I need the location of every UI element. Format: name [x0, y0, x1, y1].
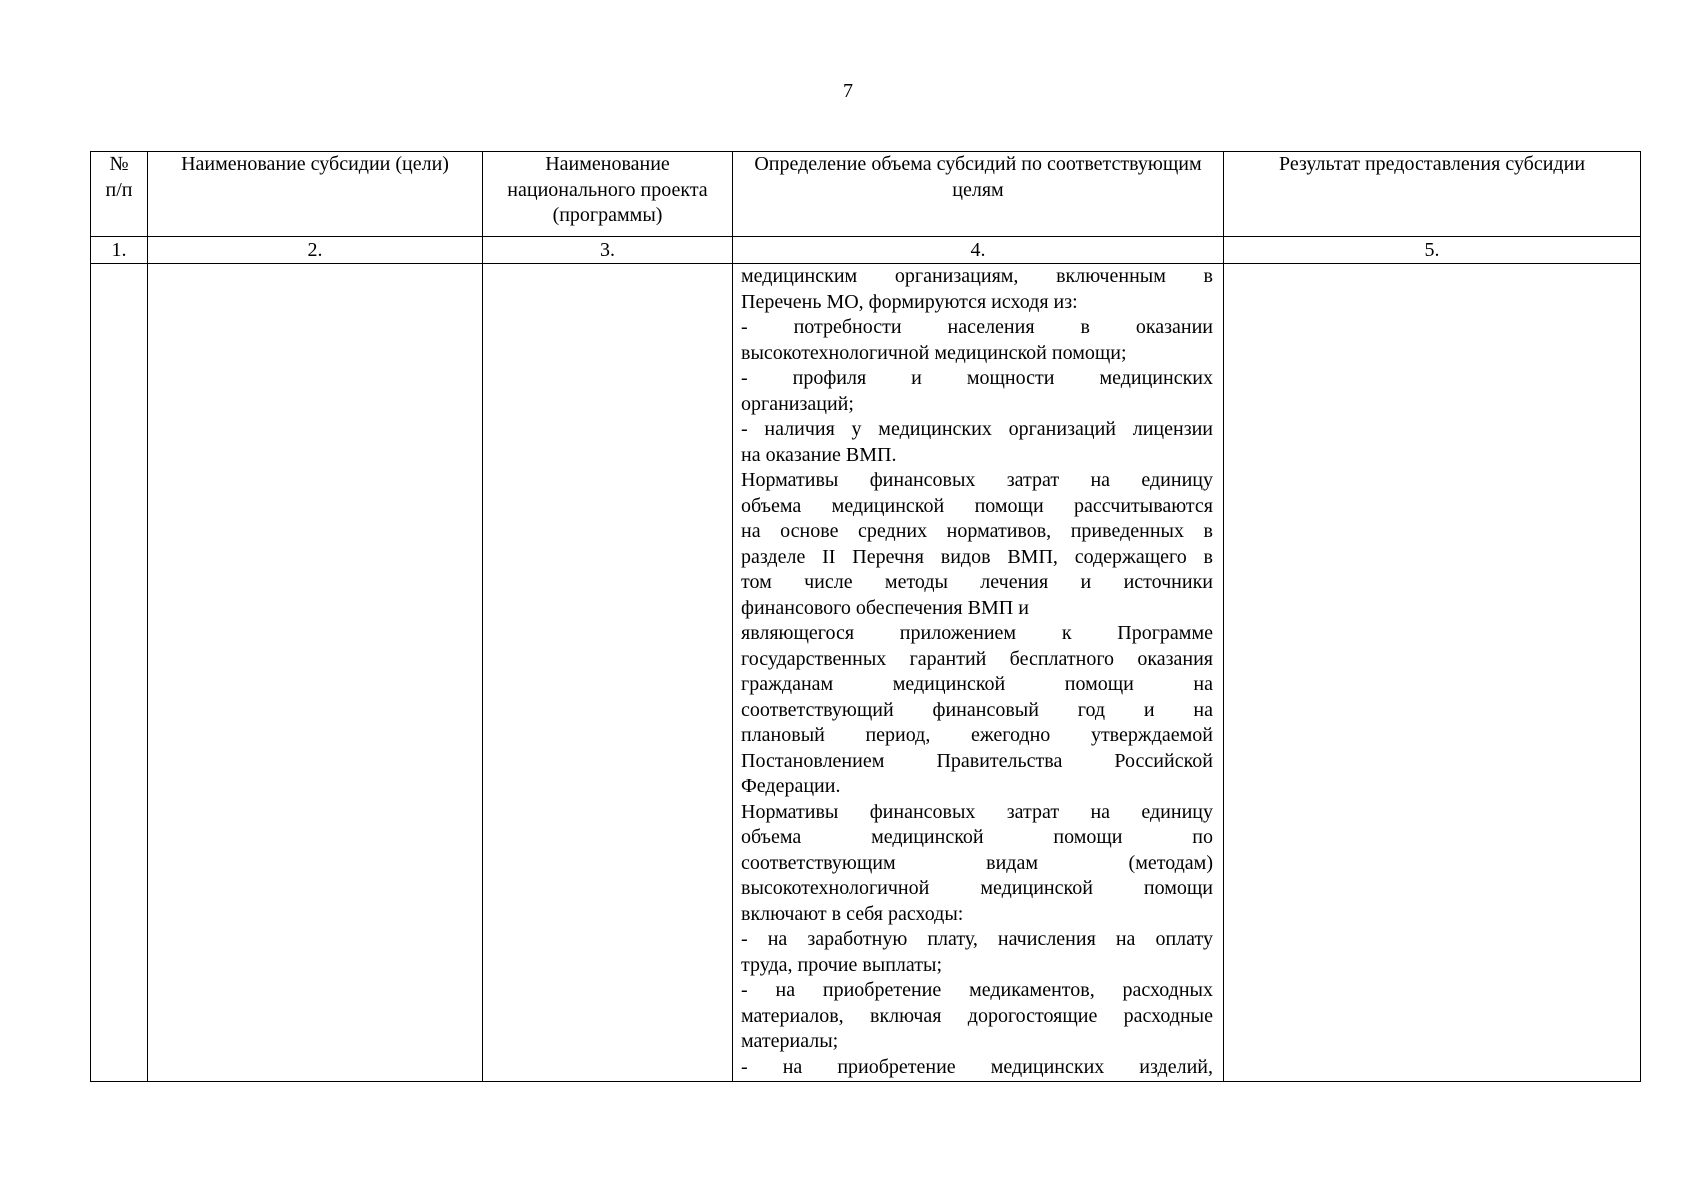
text-line: Перечень МО, формируются исходя из: [741, 290, 1078, 313]
text-line: соответствующий финансовый год и на [741, 698, 1213, 721]
text-line: Федерации. [741, 775, 841, 797]
subsidy-table [90, 151, 1641, 1082]
page-number: 7 [843, 80, 853, 102]
text-line: государственных гарантий бесплатного оказания [741, 647, 1213, 670]
text-line: - профиля и мощности медицинских [741, 367, 1213, 389]
text-line: Нормативы финансовых затрат на единицу [741, 469, 1213, 491]
text-line: соответствующим видам (методам) [741, 851, 1213, 874]
text-line: гражданам медицинской помощи на [741, 673, 1213, 695]
text-line: финансового обеспечения ВМП и [741, 596, 1029, 619]
column-number-1: 1. [91, 237, 148, 264]
text-line: - на приобретение медицинских изделий, [741, 1055, 1213, 1078]
text-line: организаций; [741, 392, 854, 415]
header-subsidy-volume: Определение объема субсидий по соответствующим целям [733, 152, 1224, 237]
text-line: на оказание ВМП. [741, 443, 897, 466]
cell-subsidy-volume [733, 264, 1224, 1082]
column-number-row [91, 237, 1641, 264]
text-line: медицинским организациям, включенным в [741, 265, 1213, 287]
text-line: Постановлением Правительства Российской [741, 749, 1213, 772]
cell-national-project [483, 264, 733, 1082]
text-line: том числе методы лечения и источники [741, 571, 1213, 593]
text-line: - потребности населения в оказании [741, 316, 1213, 338]
text-line: Нормативы финансовых затрат на единицу [741, 800, 1213, 823]
text-line: - на заработную плату, начисления на оплату [741, 928, 1213, 950]
text-line: плановый период, ежегодно утверждаемой [741, 724, 1213, 746]
text-line: включают в себя расходы: [741, 902, 964, 925]
header-row [91, 152, 1641, 237]
cell-subsidy-name [148, 264, 483, 1082]
text-line: высокотехнологичной медицинской помощи; [741, 341, 1127, 364]
text-line: на основе средних нормативов, приведенных в [741, 520, 1213, 542]
header-number: № п/п [91, 152, 148, 237]
column-number-3: 3. [483, 237, 733, 264]
header-subsidy-name: Наименование субсидии (цели) [148, 152, 483, 237]
column-number-2: 2. [148, 237, 483, 264]
text-line: являющегося приложением к Программе [741, 622, 1213, 644]
text-line: высокотехнологичной медицинской помощи [741, 877, 1213, 899]
header-national-project: Наименование национального проекта (программы) [483, 152, 733, 237]
table-row [91, 264, 1641, 1082]
text-line: материалов, включая дорогостоящие расходные [741, 1004, 1213, 1027]
text-line: объема медицинской помощи по [741, 826, 1213, 848]
cell-subsidy-result [1224, 264, 1641, 1082]
text-line: объема медицинской помощи рассчитываются [741, 494, 1213, 517]
text-line: труда, прочие выплаты; [741, 953, 942, 976]
subsidy-volume-text [741, 264, 1213, 1080]
text-line: материалы; [741, 1030, 839, 1052]
text-line: разделе II Перечня видов ВМП, содержащего в [741, 545, 1213, 568]
column-number-4: 4. [733, 237, 1224, 264]
cell-number [91, 264, 148, 1082]
header-subsidy-result: Результат предоставления субсидии [1224, 152, 1641, 237]
column-number-5: 5. [1224, 237, 1641, 264]
text-line: - на приобретение медикаментов, расходных [741, 979, 1213, 1001]
text-line: - наличия у медицинских организаций лицензии [741, 418, 1213, 440]
